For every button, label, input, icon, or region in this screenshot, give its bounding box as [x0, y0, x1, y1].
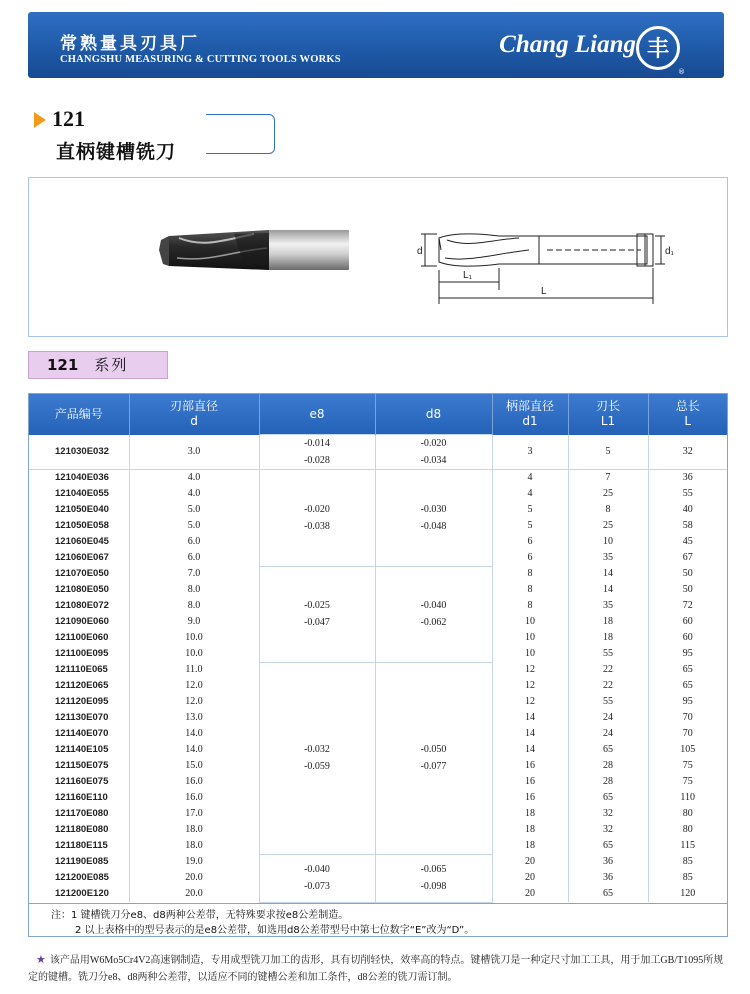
table-row	[29, 470, 727, 487]
table-cell: 121200E120	[29, 886, 129, 902]
table-cell: 8	[492, 566, 568, 582]
table-cell: 95	[682, 696, 693, 707]
description-text: 该产品用W6Mo5Cr4V2高速钢制造，专用成型铣刀加工的齿形，具有切削轻快，效率高的特点。键槽铣刀是一种定尺寸加工工具，用于加工GB/T1095所规定的键槽。铣刀分e8、d8两种公差带，以适应不同的键槽公差和加工条件，d8公差的铣刀需订制。	[28, 955, 724, 983]
table-cell: 50	[682, 584, 693, 595]
table-cell: 7	[568, 470, 648, 487]
tolerance-cell-d8	[375, 854, 492, 902]
tolerance-value: -0.014	[304, 438, 330, 449]
table-cell: 18.0	[129, 838, 259, 854]
column-header-label: 产品编号	[54, 406, 103, 421]
table-cell: 20	[492, 854, 568, 870]
table-cell: 121200E085	[29, 870, 129, 886]
table-cell: 36	[682, 472, 693, 483]
tolerance-cell-d8	[375, 470, 492, 567]
table-cell: 20	[492, 870, 568, 886]
table-cell: 65	[682, 680, 693, 691]
table-cell: 121030E032	[29, 435, 129, 470]
table-cell: 121160E075	[29, 774, 129, 790]
table-cell: 12	[492, 662, 568, 678]
table-cell: 75	[682, 760, 693, 771]
table-cell: 14	[568, 566, 648, 582]
table-body	[29, 435, 727, 903]
table-cell: 10	[492, 646, 568, 662]
table-cell: 18.0	[129, 822, 259, 838]
tolerance-cell-e8	[259, 566, 375, 662]
table-cell: 50	[682, 568, 693, 579]
tolerance-value: -0.020	[420, 438, 447, 449]
table-cell: 121070E050	[29, 566, 129, 582]
table-cell: 12.0	[129, 694, 259, 710]
series-number: 121	[47, 356, 79, 374]
table-cell: 10.0	[129, 630, 259, 646]
table-cell: 14.0	[129, 726, 259, 742]
tolerance-cell-e8	[259, 854, 375, 902]
table-cell: 10.0	[129, 646, 259, 662]
table-cell: 121120E065	[29, 678, 129, 694]
table-cell: 22	[568, 678, 648, 694]
logo-glyph: 丰	[646, 37, 670, 62]
table-cell: 28	[568, 774, 648, 790]
tolerance-cell-e8	[259, 470, 375, 567]
table-cell: 6.0	[129, 550, 259, 566]
table-cell: 20.0	[129, 886, 259, 902]
table-header-row	[29, 394, 727, 435]
star-icon: ★	[36, 954, 46, 966]
dim-label-l1: L₁	[463, 270, 472, 281]
table-cell: 16	[492, 790, 568, 806]
tolerance-value: -0.077	[420, 761, 447, 772]
table-cell: 65	[682, 664, 693, 675]
table-cell: 32	[648, 435, 727, 470]
table-cell: 10	[492, 630, 568, 646]
table-cell: 16	[492, 758, 568, 774]
table-cell: 121040E055	[29, 486, 129, 502]
table-cell: 55	[568, 694, 648, 710]
column-header	[648, 394, 727, 435]
table-cell: 24	[568, 710, 648, 726]
table-row	[29, 566, 727, 582]
title-bracket	[206, 114, 275, 154]
table-cell: 121050E058	[29, 518, 129, 534]
table-cell: 28	[568, 758, 648, 774]
table-cell: 10	[492, 614, 568, 630]
table-cell: 5	[492, 502, 568, 518]
tolerance-value: -0.032	[304, 744, 330, 755]
tolerance-value: -0.025	[304, 600, 330, 611]
tolerance-cell-d8	[375, 435, 492, 470]
table-cell: 14	[492, 726, 568, 742]
tolerance-value: -0.065	[420, 864, 447, 875]
column-header	[375, 394, 492, 435]
tolerance-cell-d8	[375, 662, 492, 854]
tolerance-value: -0.047	[304, 617, 330, 628]
table-cell: 121100E095	[29, 646, 129, 662]
tolerance-value: -0.040	[304, 864, 330, 875]
tolerance-value: -0.098	[420, 881, 447, 892]
table-cell: 121100E060	[29, 630, 129, 646]
table-cell: 5.0	[129, 518, 259, 534]
table-cell: 8.0	[129, 598, 259, 614]
spec-table	[29, 394, 727, 903]
note-1: 注：1 键槽铣刀分e8、d8两种公差带，无特殊要求按e8公差制造。	[51, 910, 349, 921]
tolerance-value: -0.038	[304, 520, 330, 532]
tolerance-cell-e8	[259, 435, 375, 470]
table-cell: 105	[680, 744, 696, 755]
table-cell: 22	[568, 662, 648, 678]
table-cell: 11.0	[129, 662, 259, 678]
table-cell: 8	[492, 598, 568, 614]
table-cell: 16	[492, 774, 568, 790]
notes-box	[28, 902, 728, 937]
note-2: 2 以上表格中的型号表示的是e8公差带，如选用d8公差带型号中第七位数字“E”改为“D”。	[75, 925, 475, 936]
table-cell: 25	[568, 518, 648, 534]
product-description	[28, 952, 730, 986]
table-cell: 75	[682, 776, 693, 787]
registered-mark: ®	[678, 68, 685, 76]
table-cell: 45	[682, 536, 693, 547]
table-cell: 80	[682, 824, 693, 835]
table-cell: 15.0	[129, 758, 259, 774]
table-cell: 14	[492, 742, 568, 758]
column-header-label: 刃长	[595, 399, 620, 414]
column-header-label: 刃部直径	[169, 399, 218, 414]
table-cell: 120	[680, 888, 696, 899]
product-name: 直柄键槽铣刀	[56, 141, 177, 163]
tolerance-cell-e8	[259, 662, 375, 854]
table-cell: 60	[682, 616, 693, 627]
company-name-en: CHANGSHU MEASURING & CUTTING TOOLS WORKS	[60, 54, 341, 65]
table-cell: 121170E080	[29, 806, 129, 822]
table-cell: 121110E065	[29, 662, 129, 678]
table-cell: 121090E060	[29, 614, 129, 630]
table-cell: 67	[682, 552, 693, 563]
table-cell: 18	[568, 630, 648, 646]
table-cell: 121130E070	[29, 710, 129, 726]
table-row	[29, 435, 727, 470]
tolerance-cell-d8	[375, 566, 492, 662]
tolerance-value: -0.050	[420, 744, 447, 755]
table-cell: 35	[568, 550, 648, 566]
company-name-cn: 常熟量具刃具厂	[60, 34, 200, 54]
table-cell: 121080E072	[29, 598, 129, 614]
table-cell: 65	[568, 790, 648, 806]
table-cell: 70	[682, 712, 693, 723]
table-cell: 65	[568, 886, 648, 902]
dim-label-d: d	[417, 246, 423, 257]
table-cell: 32	[568, 806, 648, 822]
table-cell: 5.0	[129, 502, 259, 518]
table-cell: 55	[568, 646, 648, 662]
table-row	[29, 854, 727, 870]
table-cell: 121180E115	[29, 838, 129, 854]
table-cell: 19.0	[129, 854, 259, 870]
table-cell: 4	[492, 486, 568, 502]
tolerance-value: -0.048	[420, 520, 447, 532]
table-cell: 121120E095	[29, 694, 129, 710]
column-header-label: d8	[425, 406, 442, 421]
table-cell: 6	[492, 550, 568, 566]
table-cell: 16.0	[129, 774, 259, 790]
table-cell: 18	[568, 614, 648, 630]
table-cell: 5	[492, 518, 568, 534]
column-header-symbol: d1	[522, 414, 538, 429]
table-cell: 65	[568, 838, 648, 854]
figure-panel	[28, 177, 728, 337]
table-cell: 4	[492, 470, 568, 487]
table-cell: 60	[682, 632, 693, 643]
column-header-label: 柄部直径	[505, 399, 554, 414]
tolerance-value: -0.073	[304, 881, 330, 892]
table-cell: 121150E075	[29, 758, 129, 774]
table-cell: 12	[492, 678, 568, 694]
table-row	[29, 662, 727, 678]
table-cell: 13.0	[129, 710, 259, 726]
table-cell: 72	[682, 600, 693, 611]
tolerance-value: -0.020	[304, 503, 330, 515]
table-cell: 32	[568, 822, 648, 838]
table-cell: 5	[568, 435, 648, 470]
tolerance-value: -0.040	[420, 600, 447, 611]
table-cell: 24	[568, 726, 648, 742]
table-cell: 121190E085	[29, 854, 129, 870]
table-cell: 36	[568, 870, 648, 886]
series-label	[28, 351, 168, 379]
table-cell: 121060E045	[29, 534, 129, 550]
table-cell: 36	[568, 854, 648, 870]
table-cell: 18	[492, 838, 568, 854]
table-cell: 8.0	[129, 582, 259, 598]
table-cell: 4.0	[129, 470, 259, 487]
table-cell: 121140E070	[29, 726, 129, 742]
product-number: 121	[52, 106, 85, 131]
column-header-label: e8	[309, 406, 325, 421]
tolerance-value: -0.028	[304, 455, 330, 466]
series-text: 系列	[94, 356, 129, 374]
table-cell: 12.0	[129, 678, 259, 694]
table-cell: 17.0	[129, 806, 259, 822]
table-cell: 10	[568, 534, 648, 550]
table-cell: 35	[568, 598, 648, 614]
table-cell: 16.0	[129, 790, 259, 806]
title-arrow-icon	[34, 112, 46, 128]
column-header	[259, 394, 375, 435]
table-cell: 121160E110	[29, 790, 129, 806]
table-cell: 110	[680, 792, 696, 803]
table-cell: 65	[568, 742, 648, 758]
table-cell: 6.0	[129, 534, 259, 550]
column-header-symbol: L	[684, 414, 692, 429]
column-header	[29, 394, 129, 435]
header-banner	[28, 12, 724, 78]
dim-label-d1: d₁	[665, 246, 674, 257]
table-cell: 121060E067	[29, 550, 129, 566]
table-cell: 8	[568, 502, 648, 518]
table-cell: 18	[492, 806, 568, 822]
table-cell: 14	[568, 582, 648, 598]
table-cell: 55	[682, 488, 693, 499]
table-cell: 121180E080	[29, 822, 129, 838]
column-header-symbol: L1	[600, 414, 616, 429]
table-cell: 18	[492, 822, 568, 838]
table-cell: 4.0	[129, 486, 259, 502]
table-cell: 14	[492, 710, 568, 726]
brand-logo-icon	[636, 26, 680, 70]
table-cell: 14.0	[129, 742, 259, 758]
table-cell: 115	[680, 840, 696, 851]
table-cell: 9.0	[129, 614, 259, 630]
dim-label-l: L	[541, 286, 547, 297]
tool-photo	[159, 230, 349, 270]
table-cell: 70	[682, 728, 693, 739]
tool-figure	[29, 178, 727, 336]
table-cell: 8	[492, 582, 568, 598]
table-cell: 58	[682, 520, 693, 531]
table-cell: 6	[492, 534, 568, 550]
table-cell: 121040E036	[29, 470, 129, 487]
tolerance-value: -0.034	[420, 455, 447, 466]
table-cell: 40	[682, 504, 693, 515]
table-cell: 25	[568, 486, 648, 502]
column-header	[568, 394, 648, 435]
table-cell: 80	[682, 808, 693, 819]
spec-table-wrapper	[28, 393, 728, 904]
column-header	[129, 394, 259, 435]
table-cell: 12	[492, 694, 568, 710]
table-cell: 121140E105	[29, 742, 129, 758]
tolerance-value: -0.059	[304, 761, 330, 772]
brand-name: Chang Liang	[499, 31, 636, 58]
table-cell: 121080E050	[29, 582, 129, 598]
table-cell: 121050E040	[29, 502, 129, 518]
table-cell: 85	[682, 872, 693, 883]
table-cell: 20	[492, 886, 568, 902]
table-cell: 7.0	[129, 566, 259, 582]
tolerance-value: -0.030	[420, 503, 447, 515]
tolerance-value: -0.062	[420, 617, 447, 628]
column-header	[492, 394, 568, 435]
column-header-label: 总长	[675, 399, 700, 414]
table-cell: 95	[682, 648, 693, 659]
table-cell: 85	[682, 856, 693, 867]
column-header-symbol: d	[190, 414, 198, 429]
table-cell: 3.0	[129, 435, 259, 470]
table-cell: 3	[492, 435, 568, 470]
table-cell: 20.0	[129, 870, 259, 886]
